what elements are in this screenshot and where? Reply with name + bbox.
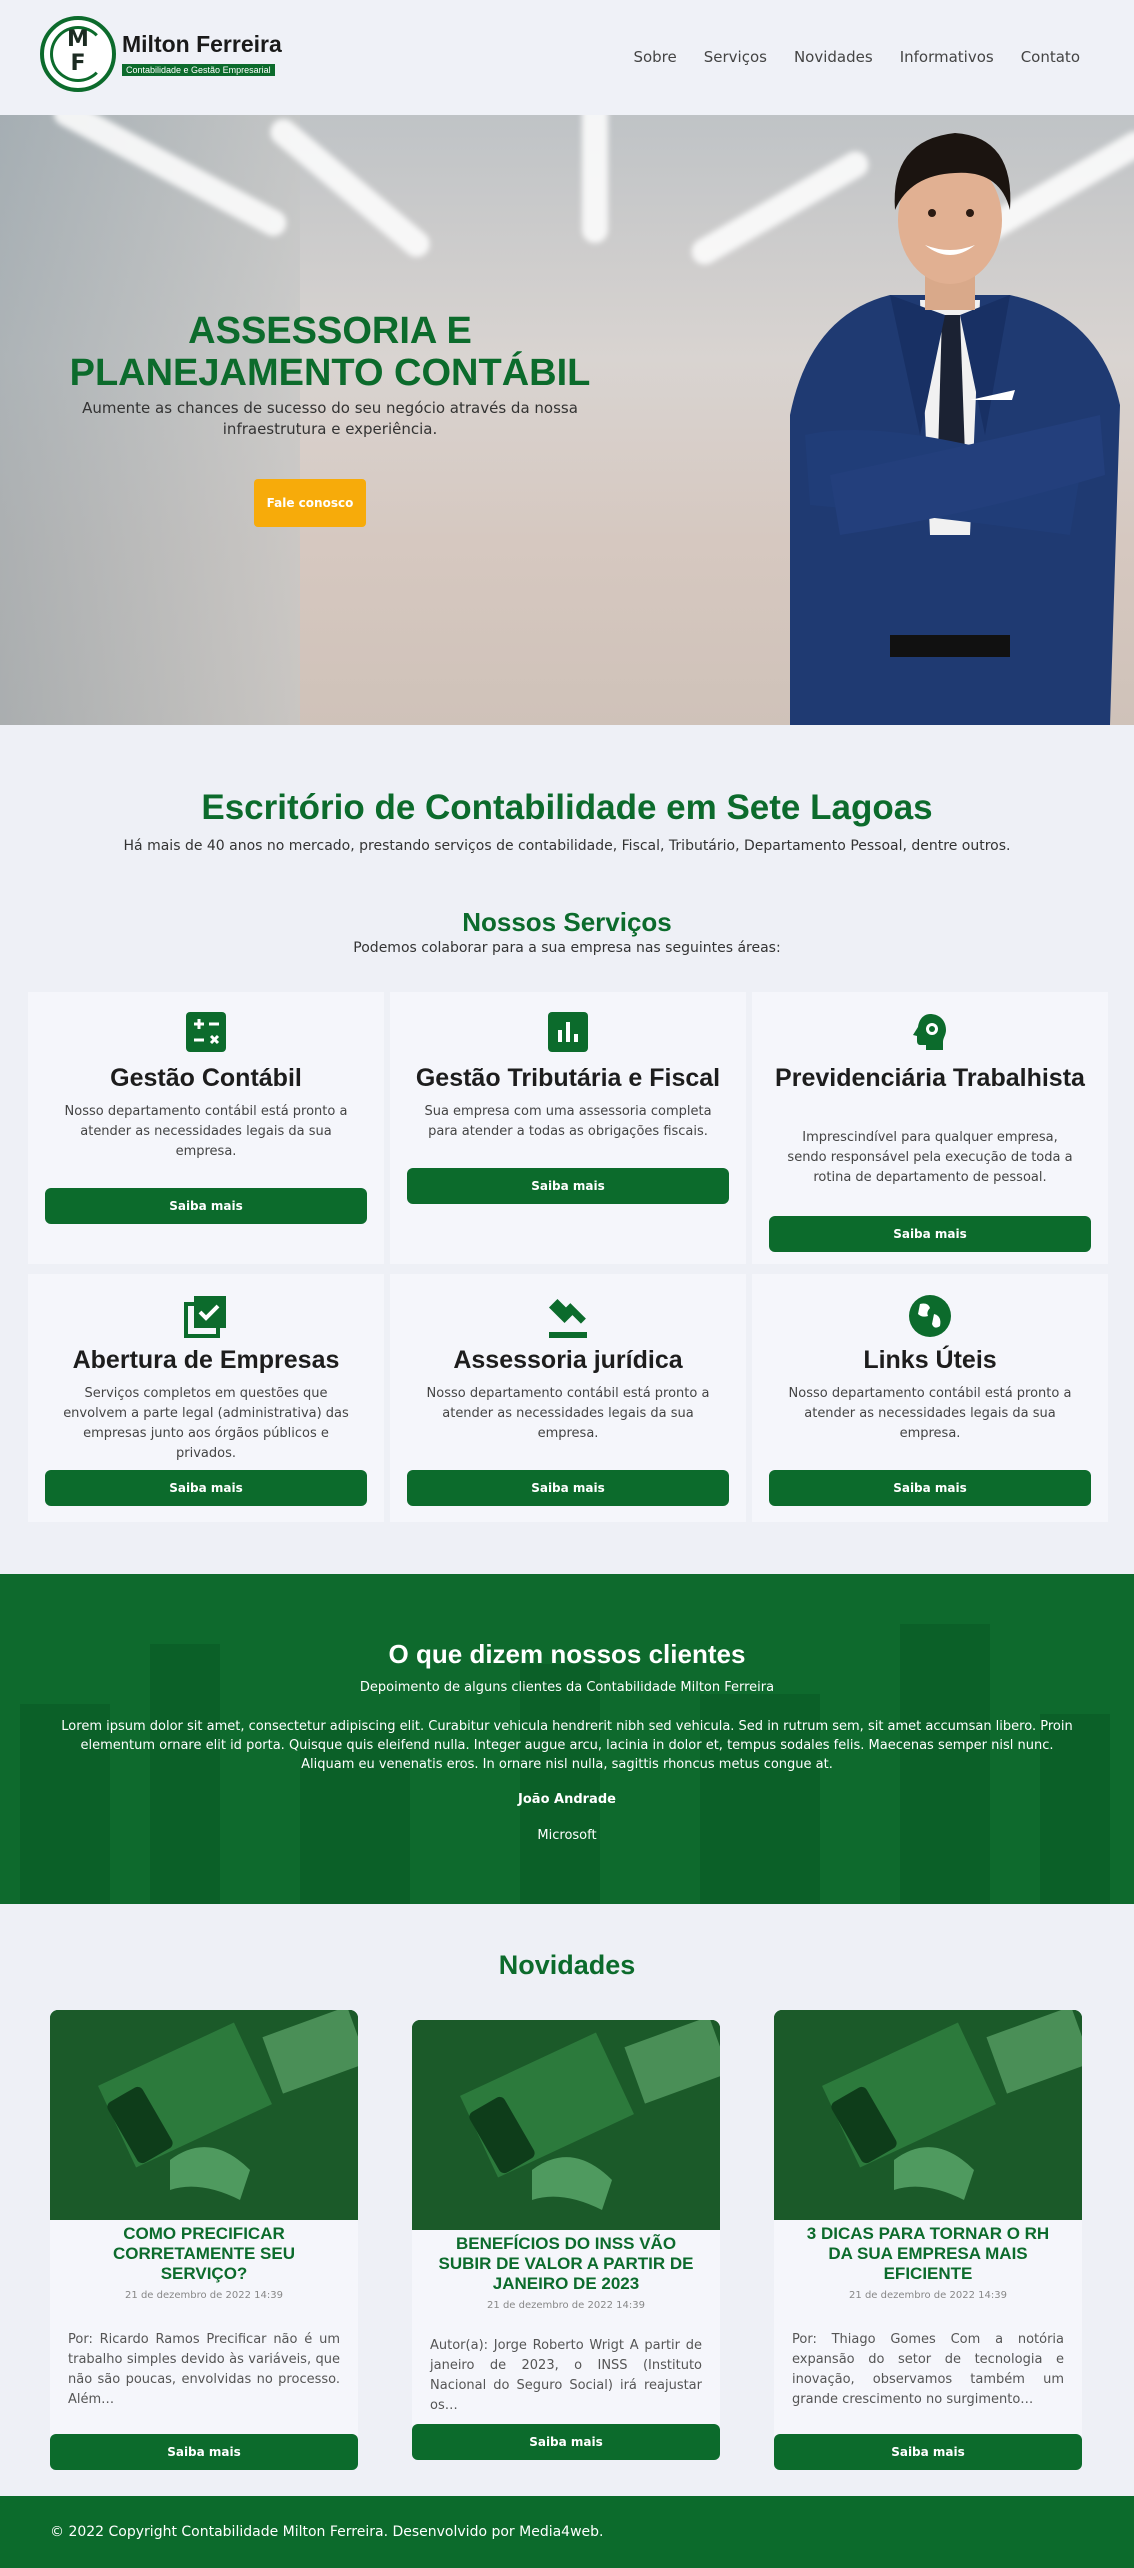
saiba-mais-button[interactable]: Saiba mais (769, 1216, 1091, 1252)
head-gear-icon (910, 1012, 950, 1052)
saiba-mais-button[interactable]: Saiba mais (769, 1470, 1091, 1506)
news-image (774, 2010, 1082, 2220)
calculator-icon (186, 1012, 226, 1052)
saiba-mais-button[interactable]: Saiba mais (45, 1188, 367, 1224)
saiba-mais-button[interactable]: Saiba mais (412, 2424, 720, 2460)
news-headline[interactable]: 3 DICAS PARA TORNAR O RH DA SUA EMPRESA MAIS EFICIENTE (806, 2224, 1050, 2283)
businessman-photo (770, 115, 1134, 725)
news-image (50, 2010, 358, 2220)
brand-name: Milton Ferreira (122, 31, 282, 57)
testimonial-author: João Andrade (518, 1792, 616, 1807)
news-card (774, 2010, 1082, 2459)
testimonials-title: O que dizem nossos clientes (388, 1639, 746, 1669)
main-nav (633, 48, 1080, 66)
news-excerpt: Autor(a): Jorge Roberto Wrigt A partir de janeiro de 2023, o INSS (Instituto Nacional do Seguro Social) irá reajustar os… (430, 2338, 702, 2413)
hero-title: ASSESSORIA E PLANEJAMENTO CONTÁBIL (69, 310, 591, 394)
news-date: 21 de dezembro de 2022 14:39 (849, 2290, 1007, 2301)
contact-button[interactable]: Fale conosco (254, 479, 366, 527)
news-image (412, 2020, 720, 2230)
service-title: Assessoria jurídica (453, 1346, 683, 1374)
gavel-icon (545, 1294, 591, 1340)
news-headline[interactable]: COMO PRECIFICAR CORRETAMENTE SEU SERVIÇO? (113, 2224, 295, 2283)
service-title: Previdenciária Trabalhista (775, 1064, 1085, 1092)
news-excerpt: Por: Ricardo Ramos Precificar não é um trabalho simples devido às variáveis, que não são poucas, envolvidas no processo. Além… (68, 2332, 340, 2407)
nav-servicos[interactable]: Serviços (703, 48, 767, 66)
nav-sobre[interactable]: Sobre (633, 48, 677, 66)
globe-icon (908, 1294, 952, 1338)
testimonials-subtitle: Depoimento de alguns clientes da Contabilidade Milton Ferreira (359, 1680, 775, 1695)
testimonials-section (0, 1574, 1134, 1904)
services-title: Nossos Serviços (462, 907, 672, 937)
service-text: Sua empresa com uma assessoria completa para atender a todas as obrigações fiscais. (424, 1104, 712, 1139)
news-date: 21 de dezembro de 2022 14:39 (487, 2300, 645, 2311)
news-headline[interactable]: BENEFÍCIOS DO INSS VÃO SUBIR DE VALOR A PARTIR DE JANEIRO DE 2023 (438, 2234, 694, 2293)
news-excerpt: Por: Thiago Gomes Com a notória expansão do setor de tecnologia e inovação, observamos também um grande crescimento no surgimento… (792, 2332, 1064, 2407)
service-text: Nosso departamento contábil está pronto a atender as necessidades legais da sua empresa. (64, 1104, 348, 1159)
service-card (28, 992, 384, 1264)
service-card (752, 992, 1108, 1264)
service-card (390, 1274, 746, 1522)
service-text: Serviços completos em questões que envolvem a parte legal (administrativa) das empresas junto aos órgãos públicos e privados. (63, 1386, 349, 1461)
service-title: Links Úteis (863, 1346, 997, 1374)
service-text: Nosso departamento contábil está pronto a atender as necessidades legais da sua empresa. (788, 1386, 1072, 1441)
hero-subtitle: Aumente as chances de sucesso do seu negócio através da nossa infraestrutura e experiência. (82, 399, 578, 438)
service-card (390, 992, 746, 1264)
saiba-mais-button[interactable]: Saiba mais (45, 1470, 367, 1506)
news-date: 21 de dezembro de 2022 14:39 (125, 2290, 283, 2301)
nav-contato[interactable]: Contato (1020, 48, 1080, 66)
service-text: Nosso departamento contábil está pronto a atender as necessidades legais da sua empresa. (426, 1386, 710, 1441)
services-subtitle: Podemos colaborar para a sua empresa nas seguintes áreas: (353, 940, 781, 956)
service-title: Gestão Tributária e Fiscal (415, 1064, 721, 1092)
saiba-mais-button[interactable]: Saiba mais (407, 1168, 729, 1204)
service-text: Imprescindível para qualquer empresa, sendo responsável pela execução de toda a rotina de departamento de pessoal. (787, 1130, 1073, 1185)
news-title: Novidades (498, 1950, 636, 1980)
checkbox-icon (184, 1294, 228, 1338)
testimonial-quote: Lorem ipsum dolor sit amet, consectetur adipiscing elit. Curabitur vehicula hendrerit nibh sed vehicula. Sed in rutrum sem, sit amet accumsan libero. Proin elementum ornare elit id porta. Quisque quis eleifend nulla. Integer augue arcu, lacinia in dolor et, tempus sodales felis. Maecenas semper nisl nunc. Aliquam eu venenatis eros. In ornare nisl nulla, sagittis rhoncus metus congue at. (61, 1719, 1073, 1772)
logo-monogram: M F (40, 16, 116, 92)
intro-subtitle: Há mais de 40 anos no mercado, prestando serviços de contabilidade, Fiscal, Tributário, Departamento Pessoal, dentre outros. (123, 838, 1011, 854)
news-card (50, 2010, 358, 2459)
service-card (752, 1274, 1108, 1522)
intro-title: Escritório de Contabilidade em Sete Lagoas (201, 788, 933, 827)
brand-logo[interactable] (40, 16, 282, 92)
saiba-mais-button[interactable]: Saiba mais (50, 2434, 358, 2470)
nav-novidades[interactable]: Novidades (793, 48, 873, 66)
copyright-text: © 2022 Copyright Contabilidade Milton Ferreira. Desenvolvido por Media4web. (50, 2524, 604, 2540)
service-card (28, 1274, 384, 1522)
nav-informativos[interactable]: Informativos (899, 48, 994, 66)
news-card (412, 2020, 720, 2449)
site-footer (0, 2496, 1134, 2568)
testimonial-company: Microsoft (537, 1828, 597, 1843)
brand-tagline: Contabilidade e Gestão Empresarial (122, 64, 275, 76)
saiba-mais-button[interactable]: Saiba mais (407, 1470, 729, 1506)
service-title: Abertura de Empresas (72, 1346, 340, 1374)
service-title: Gestão Contábil (110, 1064, 302, 1092)
saiba-mais-button[interactable]: Saiba mais (774, 2434, 1082, 2470)
hero-section (0, 115, 1134, 725)
bar-chart-icon (548, 1012, 588, 1052)
site-header (0, 0, 1134, 115)
